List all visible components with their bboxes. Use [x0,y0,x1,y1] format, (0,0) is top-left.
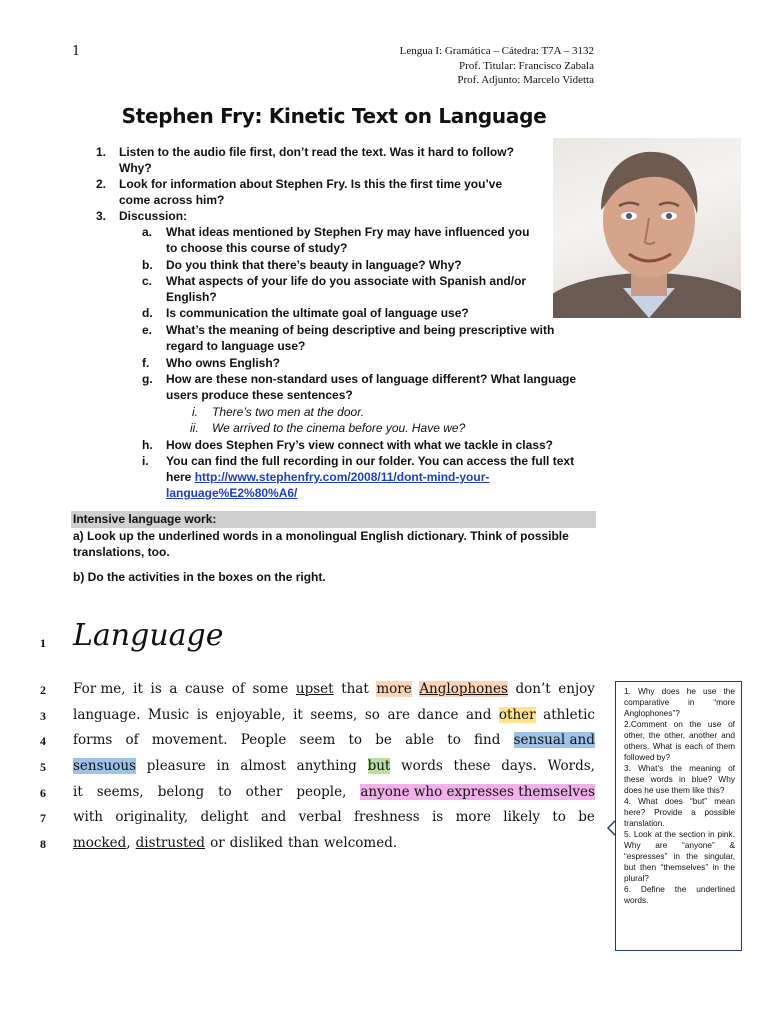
highlight-yellow-other: other [498,707,536,723]
question-1-text-line1: Listen to the audio file first, don’t read the text. Was it hard to follow? [119,145,514,159]
word: and [465,707,492,723]
word: with [73,809,103,825]
word: seems, [96,784,144,800]
highlight-green-but: but [367,758,391,774]
stephen-fry-photo [553,138,741,318]
text-heading: Language [73,618,224,653]
underlined-word-mocked: mocked [73,835,127,851]
word: For me, [73,681,126,697]
word: it [73,784,83,800]
course-header [400,44,594,88]
discussion-item-d [142,305,469,321]
discussion-item-c-line2: English? [166,290,217,304]
discussion-item-i [142,453,575,501]
highlight-orange-more: more [376,681,412,697]
word: disliked [229,835,283,851]
word: enjoyable, [215,707,286,723]
discussion-item-c [142,273,527,305]
discussion-item-a-letter: a. [142,225,153,239]
discussion-item-b-letter: b. [142,258,153,272]
discussion-item-f-line1: Who owns English? [166,356,280,370]
activities-box [615,681,742,951]
page-title: Stephen Fry: Kinetic Text on Language [121,104,547,128]
highlight-blue-sensuous: sensuous [73,758,136,774]
question-1-text-line2: Why? [119,161,152,175]
question-3-text: Discussion: [119,209,188,223]
word: to [218,784,232,800]
discussion-item-h [142,437,553,453]
discussion-item-i-letter: i. [142,454,149,468]
word: don’t [515,681,551,697]
discussion-item-g-line2: users produce these sentences? [166,388,353,402]
activity-5: 5. Look at the section in pink. Why are “anyone” & “espresses” in the singular, but then “themselves” in the plural? [624,829,735,883]
header-line-titular: Prof. Titular: Francisco Zabala [458,59,594,72]
word: seem [299,732,336,748]
comma: , [126,835,131,851]
question-2-number: 2. [96,177,107,191]
word: verbal [298,809,342,825]
word: these [453,758,491,774]
word: a [169,681,178,697]
word: delight [200,809,249,825]
text-line-2 [73,681,595,697]
word: movement. [151,732,228,748]
line-number-5: 5 [40,760,46,774]
example-sentence-i-numeral: i. [192,405,198,419]
discussion-item-f [142,355,280,371]
word: are [387,707,410,723]
line-number-1: 1 [40,636,46,650]
word: words [401,758,443,774]
word: other [245,784,283,800]
question-3 [96,208,188,224]
example-sentence-ii [190,420,466,436]
word: welcomed. [323,835,398,851]
discussion-item-e [142,322,555,354]
line-number-2: 2 [40,683,46,697]
underlined-word-distrusted: distrusted [135,835,206,851]
word: Words, [547,758,595,774]
word: so [364,707,380,723]
page-number: 1 [72,44,81,59]
discussion-item-f-letter: f. [142,356,150,370]
portrait-illustration [553,138,741,318]
word: days. [501,758,537,774]
discussion-item-b [142,257,462,273]
word: language. [73,707,141,723]
word: to [447,732,461,748]
word: be [375,732,392,748]
word: cause [184,681,225,697]
word: is [150,681,162,697]
discussion-item-e-line2: regard to language use? [166,339,306,353]
underlined-word-upset: upset [295,681,334,697]
discussion-item-e-line1: What’s the meaning of being descriptive and being prescriptive with [166,323,555,337]
word: of [231,681,245,697]
word: able [405,732,435,748]
text-line-7 [73,809,595,825]
word: athletic [543,707,595,723]
word: it [293,707,303,723]
text-line-6 [73,784,595,800]
discussion-item-i-line1: You can find the full recording in our folder. You can access the full text [166,454,575,468]
discussion-item-d-line1: Is communication the ultimate goal of language use? [166,306,469,320]
example-sentence-i [192,404,365,420]
word: find [474,732,501,748]
intensive-task-a-line2: translations, too. [73,545,170,559]
line-number-8: 8 [40,837,46,851]
activity-1: 1. Why does he use the comparative in “more Anglophones”? [624,686,735,718]
discussion-item-g-line1: How are these non-standard uses of language different? What language [166,372,577,386]
word: seems, [310,707,358,723]
discussion-item-c-line1: What aspects of your life do you associate with Spanish and/or [166,274,527,288]
word: that [341,681,369,697]
word: People [240,732,287,748]
callout-pointer-inner [609,822,615,834]
text-line-8 [73,835,595,851]
line-number-4: 4 [40,734,46,748]
intensive-task-a-line1: a) Look up the underlined words in a monolingual English dictionary. Think of possible [73,529,569,543]
discussion-item-a-line1: What ideas mentioned by Stephen Fry may have influenced you [166,225,530,239]
word: likely [503,809,541,825]
highlight-blue-sensual-and: sensual and [513,732,595,748]
discussion-item-a-line2: to choose this course of study? [166,241,348,255]
word: of [125,732,139,748]
header-line-adjunto: Prof. Adjunto: Marcelo Videtta [457,74,594,86]
question-2-text-line2: come across him? [119,193,225,207]
example-sentence-i-text: There’s two men at the door. [212,405,365,419]
highlight-pink-anyone-who-expresses-themselves: anyone who expresses themselves [360,784,595,800]
word: forms [73,732,113,748]
line-number-6: 6 [40,786,46,800]
line-number-3: 3 [40,709,46,723]
intensive-task-b: b) Do the activities in the boxes on the right. [73,570,326,584]
word: is [196,707,209,723]
discussion-item-c-letter: c. [142,274,153,288]
activity-6: 6. Define the underlined words. [624,884,735,905]
word: to [552,809,566,825]
word: in [216,758,230,774]
line-number-7: 7 [40,811,46,825]
word: Music [147,707,190,723]
question-1 [96,144,514,176]
example-sentence-ii-numeral: ii. [190,421,199,435]
header-line-course: Lengua I: Gramática – Cátedra: T7A – 3132 [399,45,594,57]
discussion-item-i-line2: here [166,470,195,484]
intensive-heading: Intensive language work: [73,512,217,526]
word: to [348,732,363,748]
word: it [133,681,143,697]
text-line-5 [73,758,595,774]
discussion-item-a [142,224,530,256]
discussion-item-g [142,371,577,403]
word: pleasure [146,758,206,774]
discussion-item-b-line1: Do you think that there’s beauty in language? Why? [166,258,462,272]
word: or [210,835,225,851]
text-line-4 [73,732,595,748]
word: almost [240,758,286,774]
activity-2: 2.Comment on the use of other, the other, another and others. What is each of them followed by? [624,719,735,762]
activity-3: 3. What’s the meaning of these words in blue? Why does he use them like this? [624,763,735,795]
discussion-item-h-letter: h. [142,438,153,452]
stephenfry-link-part2[interactable]: language%E2%80%A6/ [166,486,298,500]
question-2-text-line1: Look for information about Stephen Fry. Is this the first time you’ve [119,177,503,191]
word: enjoy [558,681,595,697]
discussion-item-d-letter: d. [142,306,153,320]
word: be [578,809,595,825]
word: dance [417,707,459,723]
word: and [260,809,287,825]
question-2 [96,176,503,208]
word: belong [157,784,205,800]
word: more [455,809,491,825]
discussion-item-g-letter: g. [142,372,153,386]
word: is [431,809,444,825]
word: originality, [115,809,189,825]
activity-4: 4. What does “but” mean here? Provide a possible translation. [624,796,735,828]
discussion-item-e-letter: e. [142,323,153,337]
example-sentence-ii-text: We arrived to the cinema before you. Have we? [212,421,466,435]
word: freshness [354,809,420,825]
text-line-3 [73,707,595,723]
word: anything [296,758,357,774]
highlight-orange-anglophones: Anglophones [419,681,508,697]
question-1-number: 1. [96,145,107,159]
word: than [288,835,319,851]
question-3-number: 3. [96,209,107,223]
word: people, [296,784,347,800]
intensive-task-a [73,528,569,560]
word: some [252,681,289,697]
stephenfry-link-part1[interactable]: http://www.stephenfry.com/2008/11/dont-mind-your- [194,470,490,484]
discussion-item-h-line1: How does Stephen Fry’s view connect with what we tackle in class? [166,438,553,452]
